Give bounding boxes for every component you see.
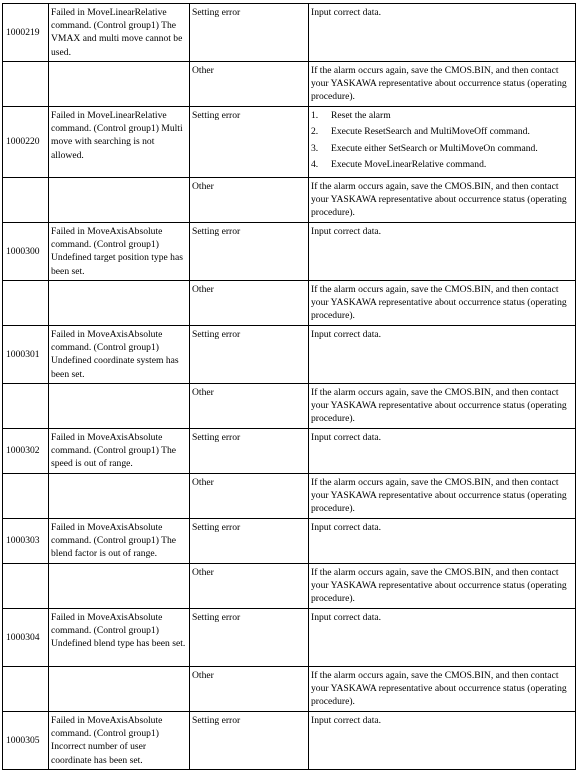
alarm-code: 1000302 xyxy=(3,429,49,474)
table-row xyxy=(3,564,576,609)
table-row xyxy=(3,429,576,474)
alarm-description-empty xyxy=(49,474,190,519)
cause-cell: Other xyxy=(190,474,309,519)
remedy-cell: Input correct data. xyxy=(309,712,576,770)
step-text: Reset the alarm xyxy=(331,110,391,121)
remedy-cell: Input correct data. xyxy=(309,429,576,474)
table-row xyxy=(3,107,576,178)
alarm-code-empty xyxy=(3,178,49,223)
alarm-table xyxy=(2,3,576,770)
remedy-cell: If the alarm occurs again, save the CMOS.BIN, and then contact your YASKAWA representative about occurrence status (operating procedure). xyxy=(309,62,576,107)
cause-cell: Other xyxy=(190,384,309,429)
table-row xyxy=(3,178,576,223)
alarm-description: Failed in MoveAxisAbsolute command. (Control group1) The blend factor is out of range. xyxy=(49,519,190,564)
alarm-description: Failed in MoveAxisAbsolute command. (Control group1) Undefined blend type has been set. xyxy=(49,609,190,667)
alarm-description-empty xyxy=(49,178,190,223)
step-text: Execute ResetSearch and MultiMoveOff command. xyxy=(331,126,530,138)
alarm-code-empty xyxy=(3,564,49,609)
alarm-code: 1000301 xyxy=(3,326,49,384)
table-row xyxy=(3,519,576,564)
step-text: Execute either SetSearch or MultiMoveOn command. xyxy=(331,142,538,154)
table-row xyxy=(3,474,576,519)
remedy-cell: If the alarm occurs again, save the CMOS.BIN, and then contact your YASKAWA representative about occurrence status (operating procedure). xyxy=(309,281,576,326)
alarm-description-empty xyxy=(49,62,190,107)
cause-cell: Setting error xyxy=(190,4,309,62)
procedure-steps xyxy=(311,109,573,171)
table-row xyxy=(3,281,576,326)
table-row xyxy=(3,667,576,712)
alarm-code-empty xyxy=(3,667,49,712)
alarm-description: Failed in MoveLinearRelative command. (Control group1) Multi move with searching is not allowed. xyxy=(49,107,190,178)
cause-cell: Setting error xyxy=(190,712,309,770)
remedy-cell: Input correct data. xyxy=(309,609,576,667)
step-number: 3. xyxy=(311,142,319,154)
remedy-cell: If the alarm occurs again, save the CMOS.BIN, and then contact your YASKAWA representative about occurrence status (operating procedure). xyxy=(309,178,576,223)
alarm-description: Failed in MoveAxisAbsolute command. (Control group1) Undefined target position type has been set. xyxy=(49,223,190,281)
alarm-description: Failed in MoveLinearRelative command. (Control group1) The VMAX and multi move cannot be used. xyxy=(49,4,190,62)
remedy-cell: If the alarm occurs again, save the CMOS.BIN, and then contact your YASKAWA representative about occurrence status (operating procedure). xyxy=(309,474,576,519)
cause-cell: Setting error xyxy=(190,609,309,667)
remedy-cell: If the alarm occurs again, save the CMOS.BIN, and then contact your YASKAWA representative about occurrence status (operating procedure). xyxy=(309,667,576,712)
cause-cell: Other xyxy=(190,667,309,712)
procedure-step xyxy=(311,142,573,155)
remedy-cell: Input correct data. xyxy=(309,223,576,281)
remedy-cell: Input correct data. xyxy=(309,519,576,564)
alarm-description-empty xyxy=(49,384,190,429)
procedure-step xyxy=(311,158,573,171)
cause-cell: Other xyxy=(190,178,309,223)
table-row xyxy=(3,4,576,62)
cause-cell: Setting error xyxy=(190,223,309,281)
alarm-description-empty xyxy=(49,281,190,326)
cause-cell: Setting error xyxy=(190,429,309,474)
alarm-description-empty xyxy=(49,667,190,712)
table-row xyxy=(3,609,576,667)
table-row xyxy=(3,326,576,384)
alarm-description: Failed in MoveAxisAbsolute command. (Control group1) Incorrect number of user coordinate has been set. xyxy=(49,712,190,770)
procedure-step xyxy=(311,125,573,138)
remedy-steps-cell xyxy=(309,107,576,178)
alarm-code: 1000304 xyxy=(3,609,49,667)
remedy-cell: If the alarm occurs again, save the CMOS.BIN, and then contact your YASKAWA representative about occurrence status (operating procedure). xyxy=(309,384,576,429)
remedy-cell: Input correct data. xyxy=(309,4,576,62)
table-row xyxy=(3,384,576,429)
table-row xyxy=(3,712,576,770)
step-text: Execute MoveLinearRelative command. xyxy=(331,159,487,171)
procedure-step xyxy=(311,109,573,122)
alarm-code-empty xyxy=(3,474,49,519)
table-row xyxy=(3,62,576,107)
alarm-code: 1000303 xyxy=(3,519,49,564)
table-row xyxy=(3,223,576,281)
alarm-code-empty xyxy=(3,384,49,429)
alarm-description: Failed in MoveAxisAbsolute command. (Control group1) Undefined coordinate system has been set. xyxy=(49,326,190,384)
cause-cell: Setting error xyxy=(190,519,309,564)
cause-cell: Other xyxy=(190,62,309,107)
step-number: 1. xyxy=(311,110,319,121)
alarm-code: 1000300 xyxy=(3,223,49,281)
step-number: 2. xyxy=(311,126,319,138)
alarm-code: 1000305 xyxy=(3,712,49,770)
alarm-code: 1000220 xyxy=(3,107,49,178)
alarm-code-empty xyxy=(3,281,49,326)
alarm-description-empty xyxy=(49,564,190,609)
remedy-cell: Input correct data. xyxy=(309,326,576,384)
cause-cell: Other xyxy=(190,281,309,326)
alarm-code: 1000219 xyxy=(3,4,49,62)
cause-cell: Other xyxy=(190,564,309,609)
cause-cell: Setting error xyxy=(190,107,309,178)
cause-cell: Setting error xyxy=(190,326,309,384)
alarm-description: Failed in MoveAxisAbsolute command. (Control group1) The speed is out of range. xyxy=(49,429,190,474)
remedy-cell: If the alarm occurs again, save the CMOS.BIN, and then contact your YASKAWA representative about occurrence status (operating procedure). xyxy=(309,564,576,609)
step-number: 4. xyxy=(311,159,319,171)
alarm-code-empty xyxy=(3,62,49,107)
